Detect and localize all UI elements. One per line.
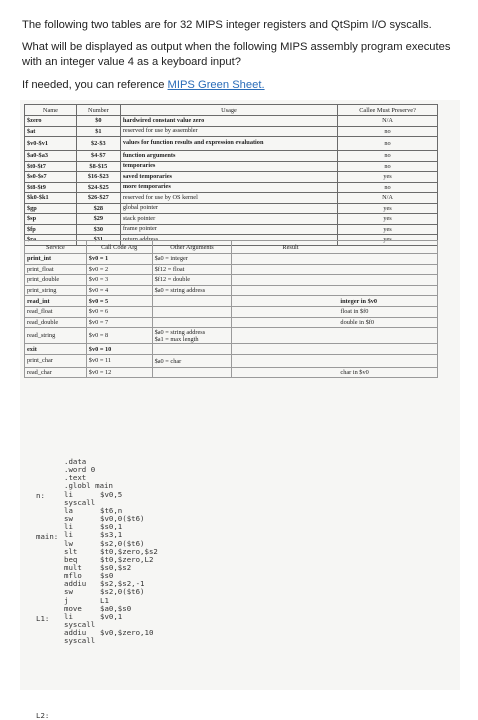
code-args: $v0,5 xyxy=(100,489,123,499)
syscall-service: print_double xyxy=(25,275,87,286)
register-table xyxy=(24,104,438,246)
code-op: syscall xyxy=(64,497,96,507)
syscall-other-args xyxy=(152,317,232,328)
syscall-result xyxy=(232,354,438,367)
register-row xyxy=(25,161,438,172)
code-op: move xyxy=(64,603,82,613)
code-op: li xyxy=(64,489,73,499)
register-usage: reserved for use by assembler xyxy=(120,126,337,137)
code-op: sw xyxy=(64,514,73,524)
register-number: $0 xyxy=(76,116,120,127)
header-service: Service xyxy=(25,241,87,254)
code-op: .globl main xyxy=(64,481,113,491)
syscall-code: $v0 = 10 xyxy=(86,344,152,355)
register-name: $a0-$a3 xyxy=(25,151,77,162)
code-args: $s2,$s2,-1 xyxy=(100,579,145,589)
register-name: $at xyxy=(25,126,77,137)
syscall-row xyxy=(25,264,438,275)
code-args: $t0,$zero,$s2 xyxy=(100,546,158,556)
syscall-row xyxy=(25,254,438,265)
syscall-code: $v0 = 4 xyxy=(86,285,152,296)
register-number: $26-$27 xyxy=(76,193,120,204)
code-op: li xyxy=(64,522,73,532)
syscall-row xyxy=(25,354,438,367)
register-number: $16-$23 xyxy=(76,172,120,183)
code-op: beq xyxy=(64,554,78,564)
syscall-service: read_float xyxy=(25,306,87,317)
reference-line xyxy=(22,78,462,93)
register-usage: values for function results and expression evaluation xyxy=(120,137,337,151)
syscall-other-args: $f12 = double xyxy=(152,275,232,286)
code-op: mult xyxy=(64,562,82,572)
syscall-code: $v0 = 1 xyxy=(86,254,152,265)
syscall-service: print_int xyxy=(25,254,87,265)
syscall-service: read_int xyxy=(25,296,87,307)
code-args: $s2,0($t6) xyxy=(100,538,145,548)
question-prompt: What will be displayed as output when the following MIPS assembly program executes with an integer value 4 as a keyboard input? xyxy=(22,41,451,68)
register-row xyxy=(25,172,438,183)
header-result: Result xyxy=(232,241,438,254)
syscall-code: $v0 = 6 xyxy=(86,306,152,317)
register-name: $gp xyxy=(25,203,77,214)
code-args: $s3,1 xyxy=(100,530,123,540)
code-op: mflo xyxy=(64,571,82,581)
register-usage: return address xyxy=(120,235,337,246)
code-op: .data xyxy=(64,457,87,466)
syscall-other-args xyxy=(152,296,232,307)
syscall-row xyxy=(25,306,438,317)
register-row xyxy=(25,214,438,225)
register-usage: saved temporaries xyxy=(120,172,337,183)
register-row xyxy=(25,137,438,151)
syscall-service: print_float xyxy=(25,264,87,275)
syscall-service: read_double xyxy=(25,317,87,328)
syscall-row xyxy=(25,285,438,296)
register-number: $8-$15 xyxy=(76,161,120,172)
register-preserve: no xyxy=(338,182,438,193)
code-op: addiu xyxy=(64,628,87,638)
code-args: $a0,$s0 xyxy=(100,603,132,613)
code-args: $s0,1 xyxy=(100,522,123,532)
register-preserve: yes xyxy=(338,224,438,235)
code-args: $s2,0($t6) xyxy=(100,587,145,597)
syscall-result xyxy=(232,275,438,286)
register-name: $ra xyxy=(25,235,77,246)
syscall-table xyxy=(24,240,438,378)
register-number: $4-$7 xyxy=(76,151,120,162)
code-op: .text xyxy=(64,473,87,483)
code-args: $t0,$zero,L2 xyxy=(100,554,154,564)
register-name: $sp xyxy=(25,214,77,225)
syscall-other-args: $a0 = string address xyxy=(152,285,232,296)
syscall-row xyxy=(25,317,438,328)
syscall-other-args: $a0 = char xyxy=(152,354,232,367)
code-args: $s0 xyxy=(100,571,114,581)
syscall-other-args xyxy=(152,367,232,378)
syscall-service: print_char xyxy=(25,354,87,367)
code-args: L1 xyxy=(100,595,109,605)
syscall-other-args: $a0 = integer xyxy=(152,254,232,265)
register-usage: temporaries xyxy=(120,161,337,172)
syscall-table-header xyxy=(25,241,438,254)
syscall-row xyxy=(25,344,438,355)
green-sheet-link[interactable]: MIPS Green Sheet. xyxy=(167,79,265,91)
header-name: Name xyxy=(25,105,77,116)
register-row xyxy=(25,193,438,204)
syscall-other-args: $f12 = float xyxy=(152,264,232,275)
register-name: $s0-$s7 xyxy=(25,172,77,183)
syscall-table-body xyxy=(25,254,438,378)
syscall-result xyxy=(232,254,438,265)
question-text xyxy=(22,40,462,70)
register-number: $2-$3 xyxy=(76,137,120,151)
reference-image xyxy=(20,100,460,720)
register-usage: stack pointer xyxy=(120,214,337,225)
code-args: $v0,0($t6) xyxy=(100,514,145,524)
register-preserve: no xyxy=(338,126,438,137)
syscall-result: integer in $v0 xyxy=(232,296,438,307)
syscall-result xyxy=(232,328,438,344)
register-name: $v0-$v1 xyxy=(25,137,77,151)
header-other-args: Other Arguments xyxy=(152,241,232,254)
code-op: slt xyxy=(64,546,78,556)
register-number: $31 xyxy=(76,235,120,246)
question-intro: The following two tables are for 32 MIPS integer registers and QtSpim I/O syscalls. xyxy=(22,19,432,31)
register-preserve: no xyxy=(338,161,438,172)
label-l2: L2: xyxy=(36,711,50,720)
syscall-code: $v0 = 7 xyxy=(86,317,152,328)
syscall-code: $v0 = 2 xyxy=(86,264,152,275)
register-number: $1 xyxy=(76,126,120,137)
register-preserve: N/A xyxy=(338,193,438,204)
code-args: $v0,$zero,10 xyxy=(100,628,154,638)
code-op: sw xyxy=(64,587,73,597)
register-number: $29 xyxy=(76,214,120,225)
register-row xyxy=(25,151,438,162)
register-usage: reserved for use by OS kernel xyxy=(120,193,337,204)
register-usage: frame pointer xyxy=(120,224,337,235)
register-preserve: yes xyxy=(338,203,438,214)
code-op: addiu xyxy=(64,579,87,589)
code-args: $t6,n xyxy=(100,505,123,515)
register-usage: hardwired constant value zero xyxy=(120,116,337,127)
register-preserve: yes xyxy=(338,172,438,183)
syscall-other-args: $a0 = string address $a1 = max length xyxy=(152,328,232,344)
header-callee-preserve: Callee Must Preserve? xyxy=(338,105,438,116)
label-l1: L1: xyxy=(36,614,50,623)
code-op: lw xyxy=(64,538,73,548)
syscall-row xyxy=(25,296,438,307)
code-args: $s0,$s2 xyxy=(100,562,132,572)
syscall-service: read_char xyxy=(25,367,87,378)
syscall-result: char in $v0 xyxy=(232,367,438,378)
label-n: n: xyxy=(36,491,45,500)
register-name: $k0-$k1 xyxy=(25,193,77,204)
syscall-code: $v0 = 3 xyxy=(86,275,152,286)
register-name: $fp xyxy=(25,224,77,235)
syscall-row xyxy=(25,328,438,344)
syscall-code: $v0 = 8 xyxy=(86,328,152,344)
register-row xyxy=(25,203,438,214)
syscall-code: $v0 = 12 xyxy=(86,367,152,378)
register-number: $24-$25 xyxy=(76,182,120,193)
register-table-body xyxy=(25,116,438,246)
register-row xyxy=(25,182,438,193)
syscall-other-args xyxy=(152,306,232,317)
register-row xyxy=(25,116,438,127)
register-preserve: no xyxy=(338,151,438,162)
syscall-service: print_string xyxy=(25,285,87,296)
reference-prefix: If needed, you can reference xyxy=(22,79,168,91)
code-op: syscall xyxy=(64,620,96,629)
syscall-result: float in $f0 xyxy=(232,306,438,317)
syscall-service: exit xyxy=(25,344,87,355)
register-preserve: yes xyxy=(338,235,438,246)
header-call-code: Call Code Arg xyxy=(86,241,152,254)
syscall-other-args xyxy=(152,344,232,355)
code-op: syscall xyxy=(64,636,96,646)
label-main: main: xyxy=(36,532,59,541)
syscall-row xyxy=(25,367,438,378)
register-name: $zero xyxy=(25,116,77,127)
header-number: Number xyxy=(76,105,120,116)
register-name: $t8-$t9 xyxy=(25,182,77,193)
code-op: li xyxy=(64,530,73,540)
register-name: $t0-$t7 xyxy=(25,161,77,172)
register-usage: global pointer xyxy=(120,203,337,214)
code-op: j xyxy=(64,595,69,605)
code-op: .word 0 xyxy=(64,465,96,475)
register-number: $30 xyxy=(76,224,120,235)
code-args: $v0,1 xyxy=(100,611,123,621)
syscall-result xyxy=(232,285,438,296)
code-op: la xyxy=(64,505,73,515)
syscall-result xyxy=(232,344,438,355)
code-line xyxy=(64,637,95,645)
register-preserve: N/A xyxy=(338,116,438,127)
register-preserve: yes xyxy=(338,214,438,225)
syscall-result xyxy=(232,264,438,275)
syscall-service: read_string xyxy=(25,328,87,344)
syscall-row xyxy=(25,275,438,286)
register-preserve: no xyxy=(338,137,438,151)
syscall-code: $v0 = 5 xyxy=(86,296,152,307)
register-usage: function arguments xyxy=(120,151,337,162)
syscall-code: $v0 = 11 xyxy=(86,354,152,367)
register-usage: more temporaries xyxy=(120,182,337,193)
register-row xyxy=(25,126,438,137)
register-table-header xyxy=(25,105,438,116)
register-number: $28 xyxy=(76,203,120,214)
syscall-result: double in $f0 xyxy=(232,317,438,328)
register-row xyxy=(25,224,438,235)
header-usage: Usage xyxy=(120,105,337,116)
code-op: li xyxy=(64,611,73,621)
